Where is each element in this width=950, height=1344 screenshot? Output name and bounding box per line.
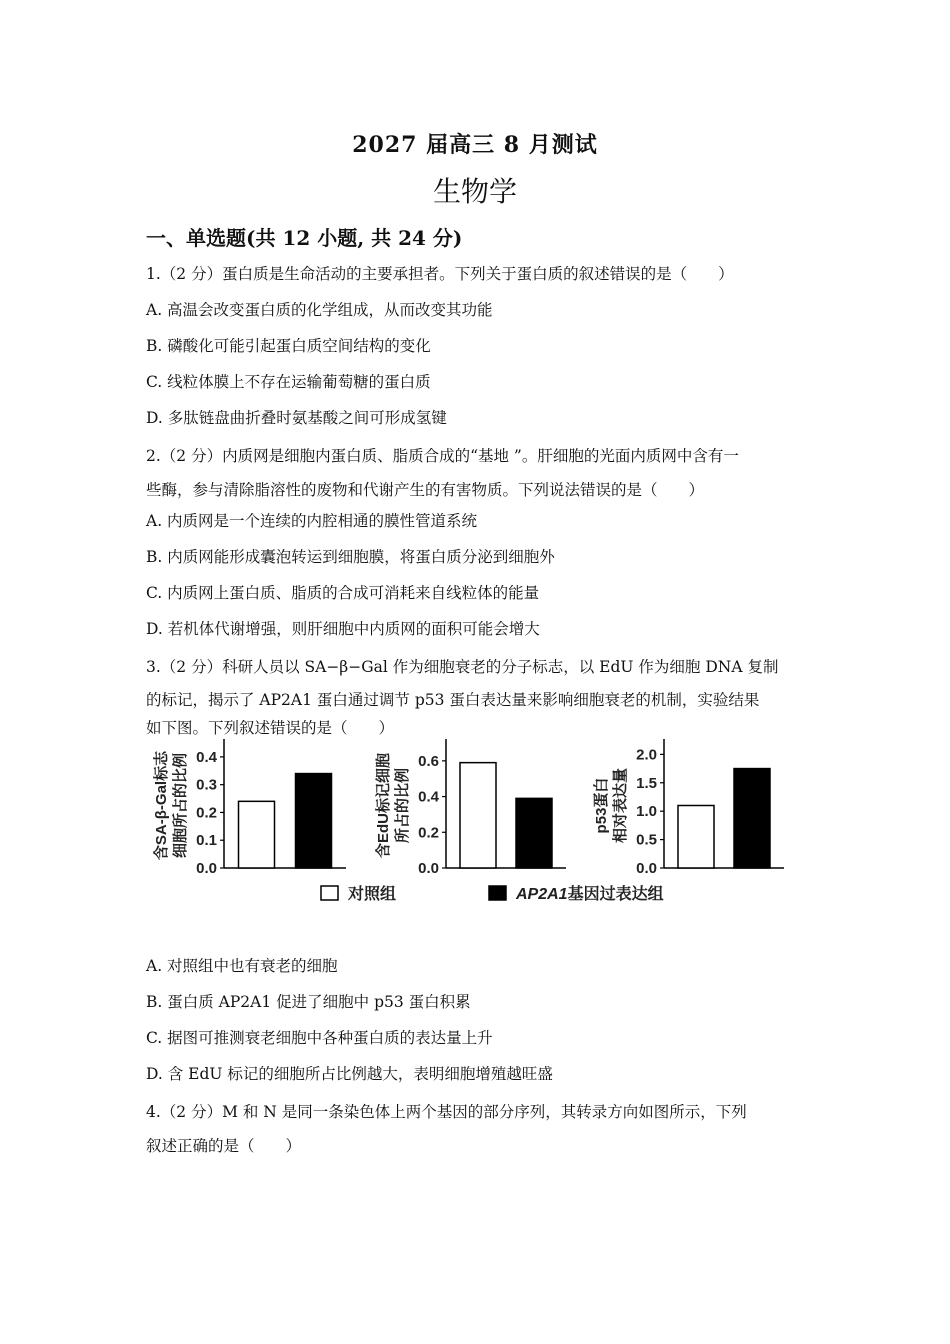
legend-gene-suffix: 基因过表达组 — [567, 886, 664, 903]
y-axis-label: 细胞所占的比例 — [172, 752, 189, 859]
y-tick-label: 1.0 — [636, 803, 657, 821]
question-1-option-d: D. 多肽链盘曲折叠时氨基酸之间可形成氢键 — [146, 409, 447, 427]
question-3-option-d: D. 含 EdU 标记的细胞所占比例越大，表明细胞增殖越旺盛 — [146, 1065, 553, 1083]
legend-label-control: 对照组 — [348, 886, 397, 903]
legend-swatch-overexpression — [489, 886, 506, 900]
exam-title: 2027 届高三 8 月测试 — [352, 132, 598, 158]
y-tick-label: 0.0 — [636, 860, 657, 877]
legend-swatch-control — [321, 886, 338, 900]
y-tick-label: 0.0 — [196, 860, 217, 877]
y-tick-label: 0.4 — [418, 788, 439, 806]
figure-bar-charts — [146, 735, 806, 910]
question-2-stem-line-1: 2.（2 分）内质网是细胞内蛋白质、脂质合成的“基地 ”。肝细胞的光面内质网中含有一 — [146, 447, 739, 465]
chart-panel-2 — [374, 739, 566, 877]
y-tick-label: 0.0 — [418, 860, 439, 877]
question-3-option-b: B. 蛋白质 AP2A1 促进了细胞中 p53 蛋白积累 — [146, 993, 471, 1011]
y-tick-label: 1.5 — [636, 774, 657, 792]
bar-overexpression — [734, 769, 770, 868]
question-3-stem-line-2: 的标记，揭示了 AP2A1 蛋白通过调节 p53 蛋白表达量来影响细胞衰老的机制，实验结果 — [146, 691, 760, 709]
y-tick-label: 0.5 — [636, 831, 657, 849]
question-3-stem-line-3: 如下图。下列叙述错误的是（ ） — [146, 719, 395, 737]
question-2-option-c: C. 内质网上蛋白质、脂质的合成可消耗来自线粒体的能量 — [146, 584, 540, 602]
question-1-option-c: C. 线粒体膜上不存在运输葡萄糖的蛋白质 — [146, 373, 431, 391]
bar-control — [460, 763, 496, 868]
y-tick-label: 0.2 — [418, 824, 439, 842]
legend-gene-name: AP2A1 — [516, 886, 568, 903]
y-tick-label: 0.4 — [196, 748, 217, 766]
question-4-stem-line-1: 4.（2 分）M 和 N 是同一条染色体上两个基因的部分序列，其转录方向如图所示，下列 — [146, 1103, 747, 1121]
bar-overexpression — [296, 774, 332, 868]
y-axis-label: 所占的比例 — [394, 767, 411, 844]
question-3-option-c: C. 据图可推测衰老细胞中各种蛋白质的表达量上升 — [146, 1029, 493, 1047]
bar-control — [239, 801, 275, 868]
y-tick-label: 0.3 — [196, 776, 217, 794]
chart-legend — [321, 884, 664, 903]
bar-overexpression — [516, 798, 552, 868]
question-3-stem-line-1: 3.（2 分）科研人员以 SA−β−Gal 作为细胞衰老的分子标志，以 EdU 作为细胞 DNA 复制 — [146, 658, 779, 676]
y-axis-label: 含SA-β-Gal标志 — [153, 750, 170, 861]
legend-label-overexpression — [515, 884, 664, 903]
question-2-stem-line-2: 些酶，参与清除脂溶性的废物和代谢产生的有害物质。下列说法错误的是（ ） — [146, 481, 705, 499]
question-1-option-a: A. 高温会改变蛋白质的化学组成，从而改变其功能 — [146, 301, 493, 319]
section-heading: 一、单选题(共 12 小题, 共 24 分) — [146, 226, 463, 250]
chart-panel-1 — [152, 739, 346, 877]
y-tick-label: 0.2 — [196, 804, 217, 822]
y-tick-label: 0.1 — [196, 832, 217, 850]
question-2-option-a: A. 内质网是一个连续的内腔相通的膜性管道系统 — [146, 512, 478, 530]
y-tick-label: 2.0 — [636, 746, 657, 764]
question-2-option-b: B. 内质网能形成囊泡转运到细胞膜，将蛋白质分泌到细胞外 — [146, 548, 555, 566]
y-tick-label: 0.6 — [418, 752, 439, 770]
bar-control — [678, 806, 714, 869]
question-4-stem-line-2: 叙述正确的是（ ） — [146, 1137, 302, 1155]
y-axis-label: 相对表达量 — [612, 767, 629, 844]
question-2-option-d: D. 若机体代谢增强，则肝细胞中内质网的面积可能会增大 — [146, 620, 540, 638]
question-3-option-a: A. 对照组中也有衰老的细胞 — [146, 957, 338, 975]
question-1-stem: 1.（2 分）蛋白质是生命活动的主要承担者。下列关于蛋白质的叙述错误的是（ ） — [146, 265, 734, 283]
y-axis-label: 含EdU标记细胞 — [375, 752, 392, 859]
chart-panel-3 — [592, 739, 784, 877]
question-1-option-b: B. 磷酸化可能引起蛋白质空间结构的变化 — [146, 337, 431, 355]
subject-title: 生物学 — [432, 175, 517, 208]
y-axis-label: p53蛋白 — [593, 777, 610, 834]
